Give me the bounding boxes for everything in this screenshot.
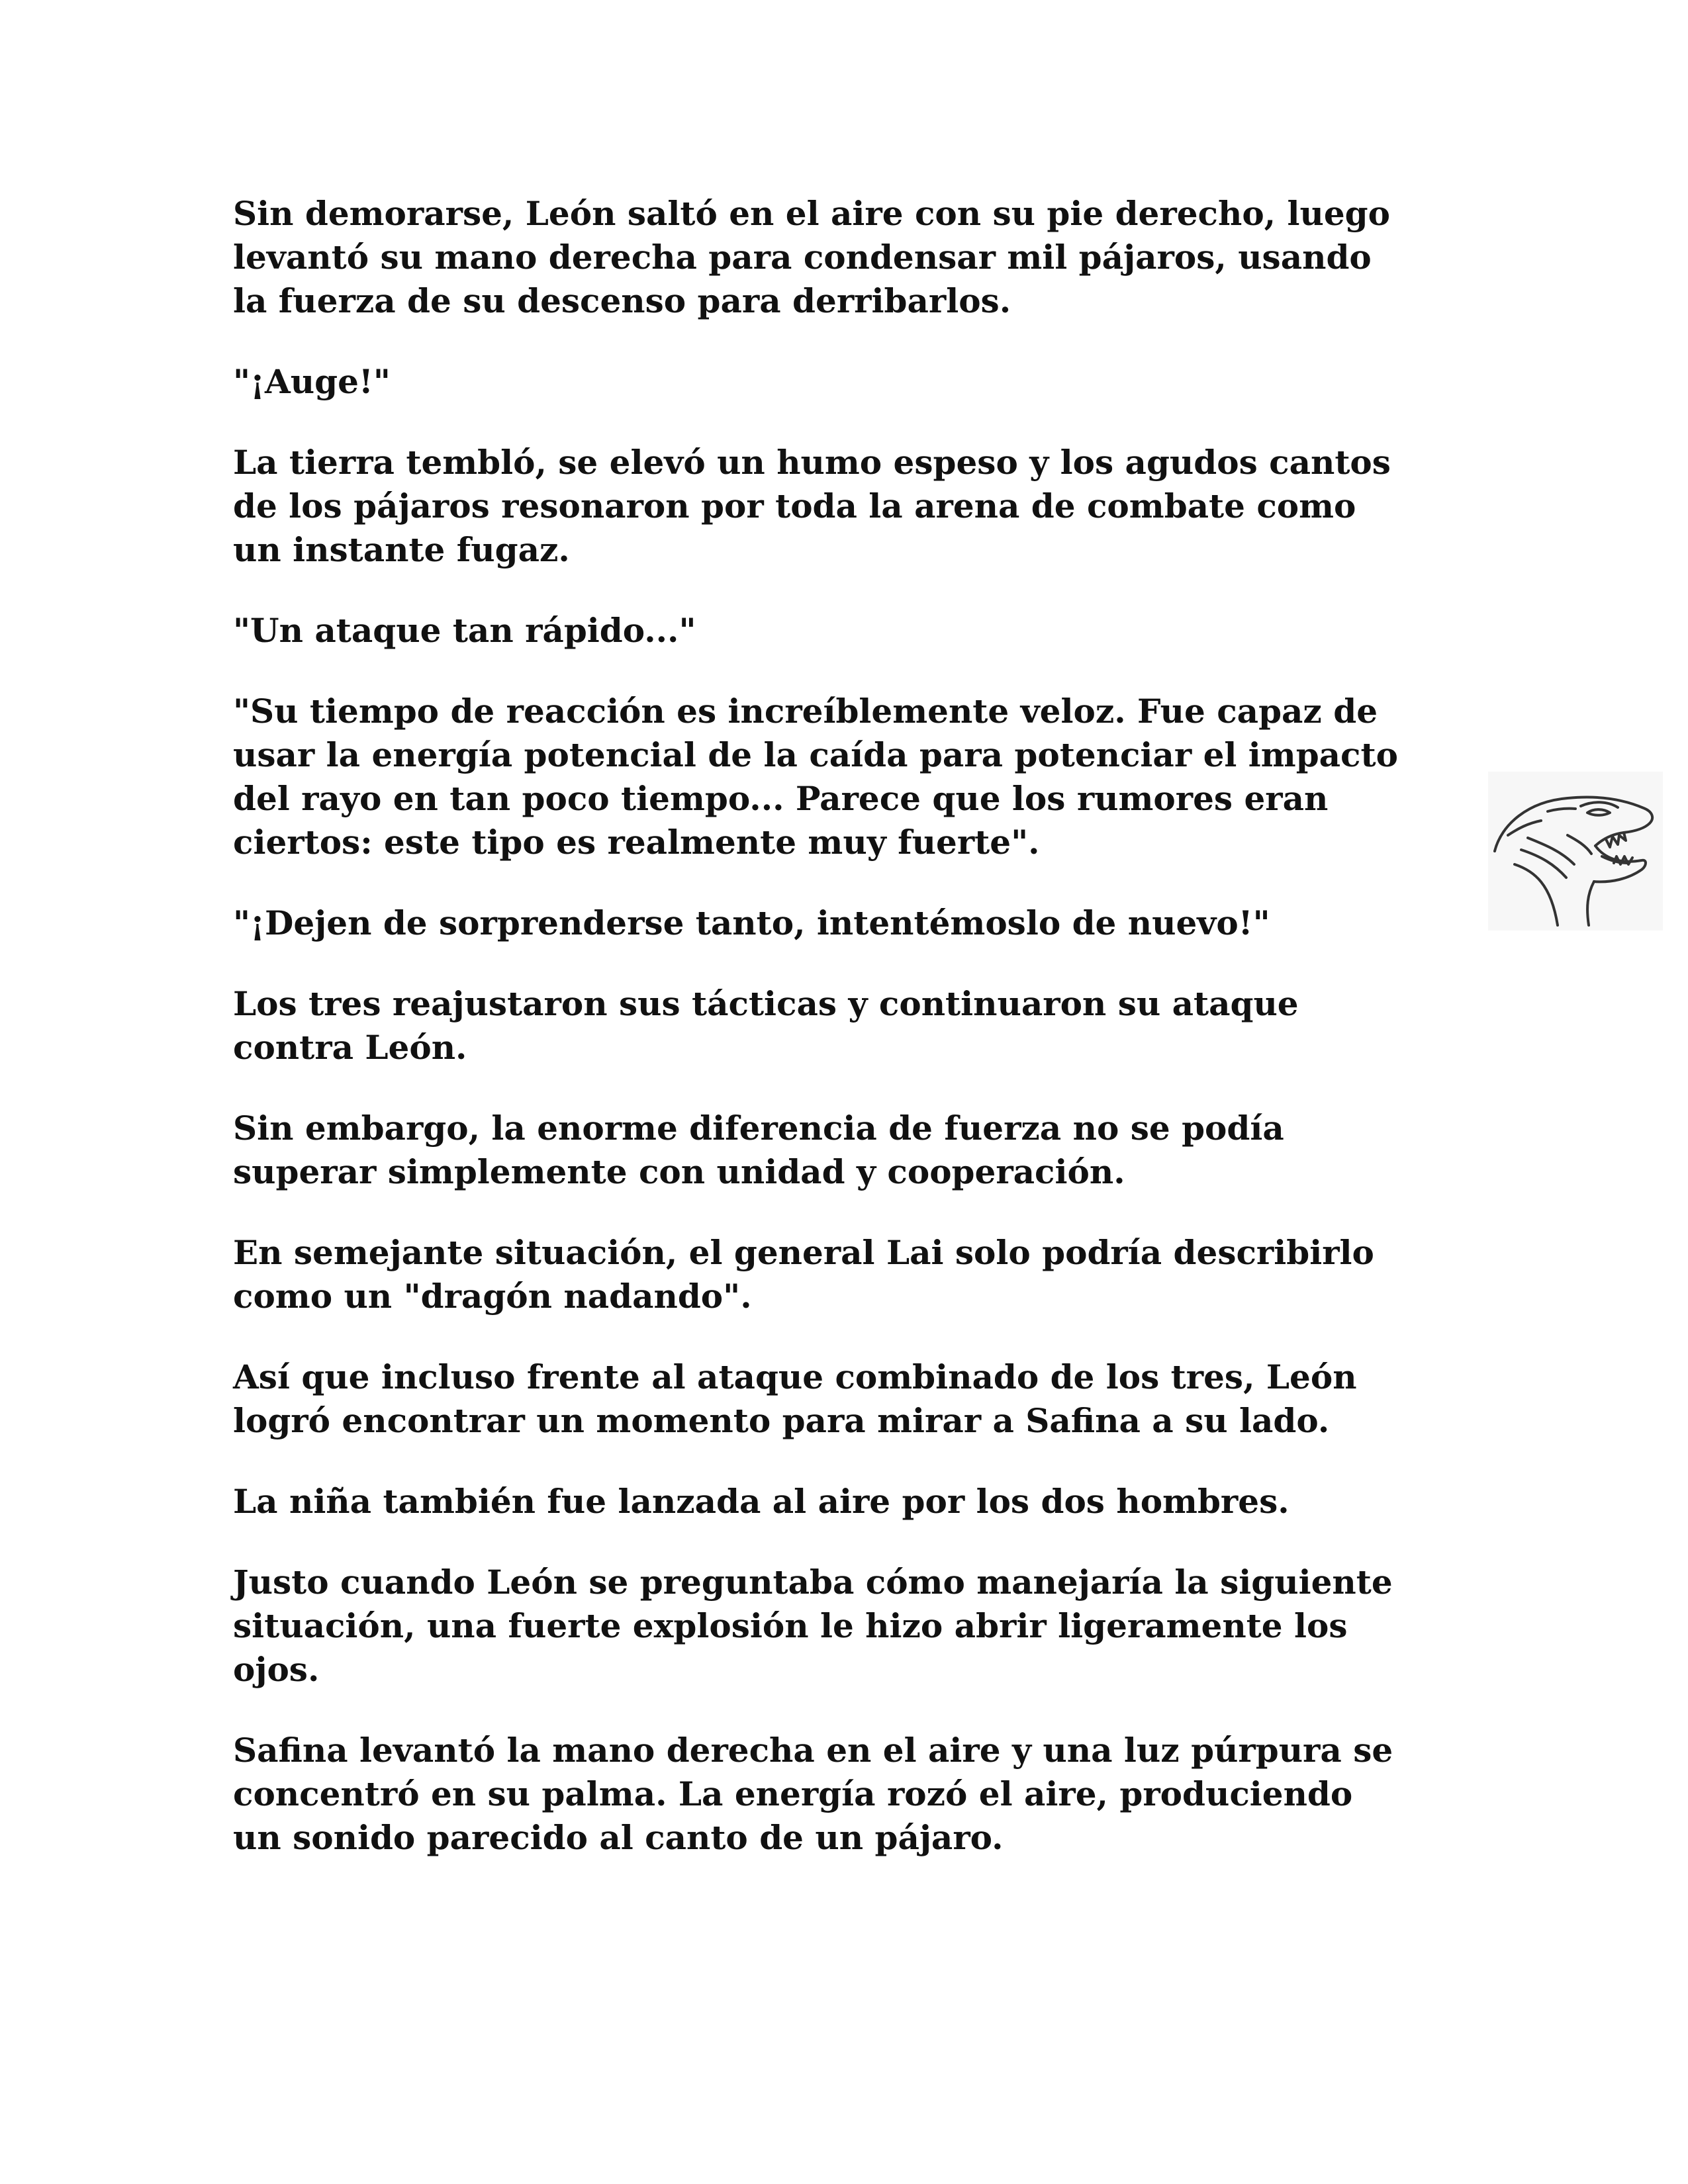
- story-text: [233, 192, 1451, 1897]
- text-line: de los pájaros resonaron por toda la arena de combate como: [233, 486, 1356, 525]
- text-line: "¡Dejen de sorprenderse tanto, intentémoslo de nuevo!": [233, 903, 1270, 942]
- dinosaur-head-icon: [1488, 772, 1663, 931]
- text-line: "Su tiempo de reacción es increíblemente veloz. Fue capaz de: [233, 692, 1378, 731]
- paragraph: [233, 1561, 1451, 1692]
- paragraph: [233, 982, 1451, 1069]
- text-line: ciertos: este tipo es realmente muy fuerte".: [233, 823, 1040, 862]
- paragraph: [233, 360, 1451, 404]
- text-line: situación, una fuerte explosión le hizo abrir ligeramente los: [233, 1606, 1348, 1645]
- text-line: La niña también fue lanzada al aire por los dos hombres.: [233, 1482, 1289, 1521]
- paragraph: [233, 441, 1451, 572]
- text-line: levantó su mano derecha para condensar mil pájaros, usando: [233, 238, 1372, 277]
- text-line: Sin embargo, la enorme diferencia de fuerza no se podía: [233, 1109, 1284, 1148]
- text-line: Safina levantó la mano derecha en el aire y una luz púrpura se: [233, 1731, 1393, 1770]
- paragraph: [233, 901, 1451, 945]
- text-line: contra León.: [233, 1028, 467, 1067]
- paragraph: [233, 192, 1451, 323]
- paragraph: [233, 1355, 1451, 1443]
- paragraph: [233, 1107, 1451, 1194]
- text-line: "¡Auge!": [233, 362, 391, 401]
- text-line: concentró en su palma. La energía rozó el aire, produciendo: [233, 1774, 1353, 1813]
- dinosaur-logo: [1488, 772, 1663, 931]
- paragraph: [233, 1729, 1451, 1860]
- text-line: del rayo en tan poco tiempo... Parece que los rumores eran: [233, 779, 1329, 818]
- paragraph: [233, 1231, 1451, 1318]
- text-line: ojos.: [233, 1650, 320, 1689]
- text-line: Sin demorarse, León saltó en el aire con su pie derecho, luego: [233, 194, 1390, 233]
- text-line: Justo cuando León se preguntaba cómo manejaría la siguiente: [233, 1563, 1393, 1602]
- text-line: usar la energía potencial de la caída para potenciar el impacto: [233, 735, 1398, 774]
- text-line: la fuerza de su descenso para derribarlos.: [233, 281, 1011, 320]
- text-line: un instante fugaz.: [233, 530, 570, 569]
- text-line: Así que incluso frente al ataque combinado de los tres, León: [233, 1357, 1357, 1396]
- text-line: Los tres reajustaron sus tácticas y continuaron su ataque: [233, 984, 1299, 1023]
- text-line: como un "dragón nadando".: [233, 1277, 752, 1316]
- text-line: "Un ataque tan rápido...": [233, 611, 696, 650]
- text-line: superar simplemente con unidad y cooperación.: [233, 1152, 1125, 1191]
- paragraph: [233, 1480, 1451, 1524]
- text-line: un sonido parecido al canto de un pájaro.: [233, 1818, 1004, 1857]
- text-line: La tierra tembló, se elevó un humo espeso y los agudos cantos: [233, 443, 1391, 482]
- text-line: En semejante situación, el general Lai solo podría describirlo: [233, 1233, 1374, 1272]
- text-line: logró encontrar un momento para mirar a Safina a su lado.: [233, 1401, 1330, 1440]
- paragraph: [233, 690, 1451, 864]
- paragraph: [233, 609, 1451, 653]
